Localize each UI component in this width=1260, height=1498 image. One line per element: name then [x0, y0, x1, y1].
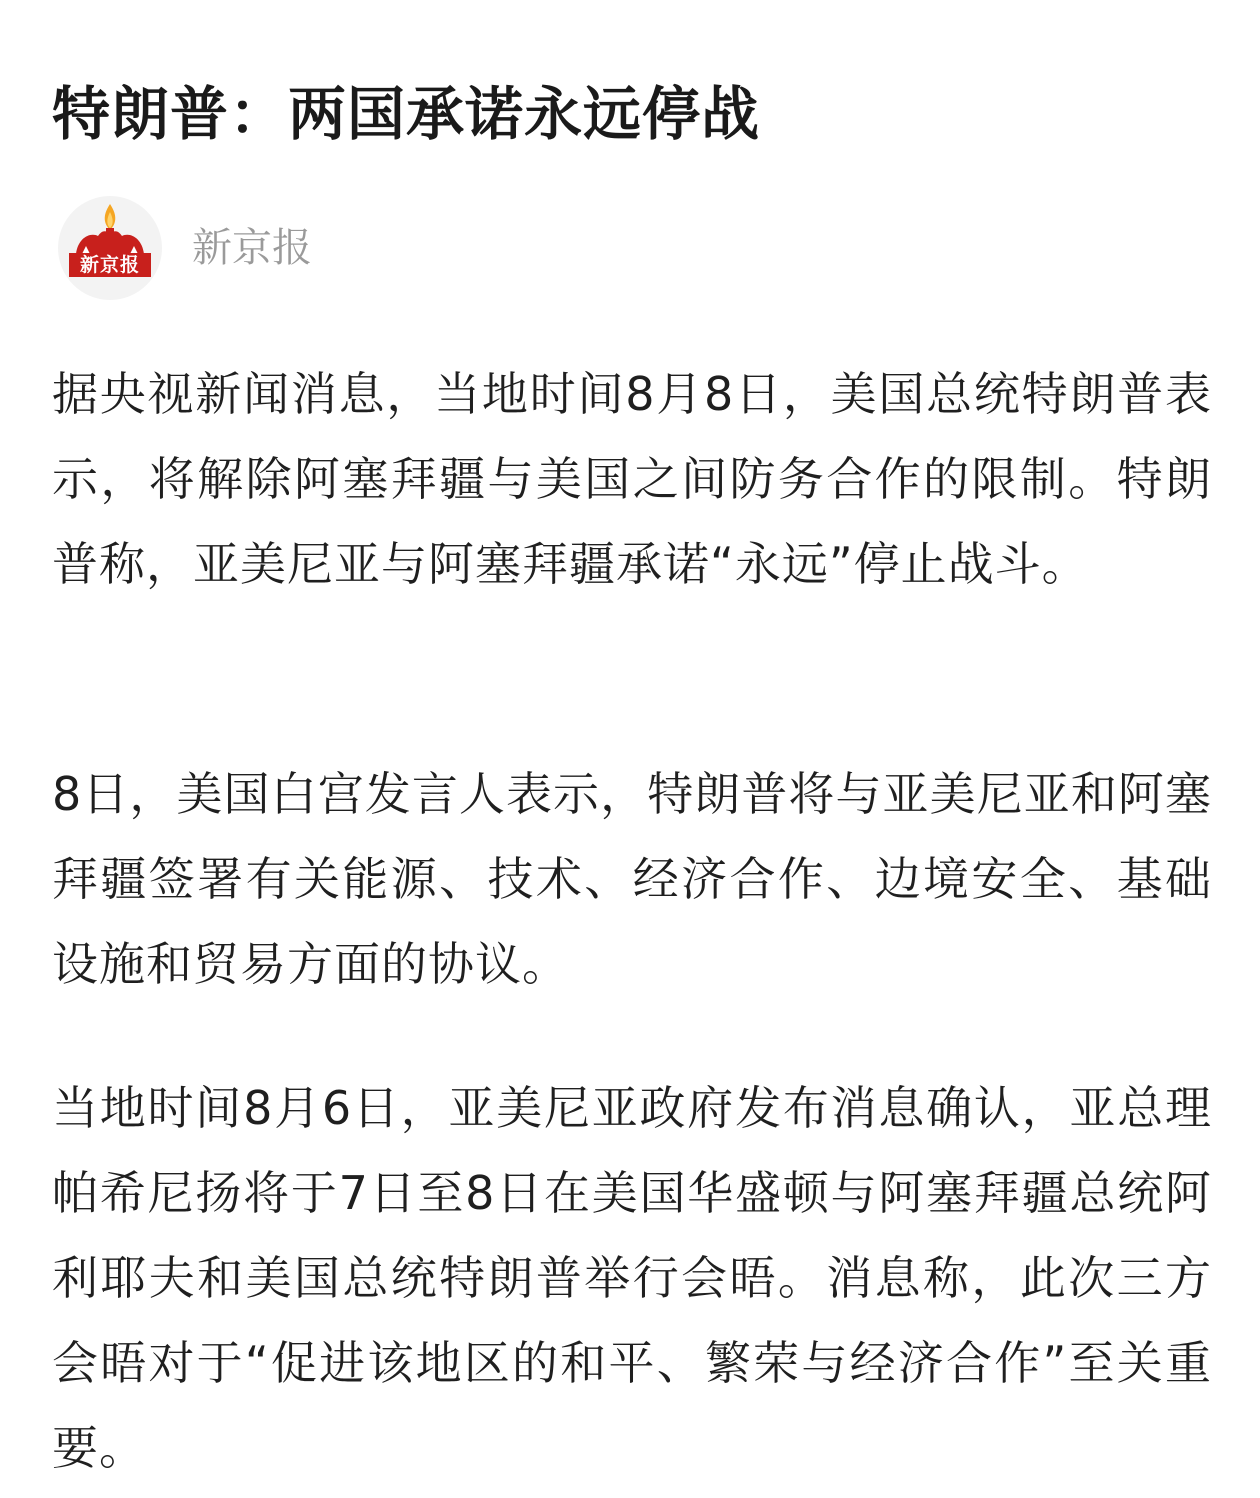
article-paragraph-1: 据央视新闻消息，当地时间8月8日，美国总统特朗普表示，将解除阿塞拜疆与美国之间防务合作的限制。特朗普称，亚美尼亚与阿塞拜疆承诺“永远”停止战斗。 — [52, 367, 1212, 591]
logo-wordmark: 新京报 — [69, 253, 151, 277]
source-name[interactable]: 新京报 — [192, 225, 312, 271]
article-paragraph-2: 8日，美国白宫发言人表示，特朗普将与亚美尼亚和阿塞拜疆签署有关能源、技术、经济合作、边境安全、基础设施和贸易方面的协议。 — [52, 767, 1212, 991]
flame-emblem-icon — [58, 196, 162, 300]
source-row[interactable] — [58, 196, 312, 300]
article-paragraph-3: 当地时间8月6日，亚美尼亚政府发布消息确认，亚总理帕希尼扬将于7日至8日在美国华盛顿与阿塞拜疆总统阿利耶夫和美国总统特朗普举行会晤。消息称，此次三方会晤对于“促进该地区的和平、繁荣与经济合作”至关重要。 — [52, 1081, 1212, 1475]
source-logo[interactable] — [58, 196, 162, 300]
article-title: 特朗普：两国承诺永远停战 — [52, 80, 761, 148]
